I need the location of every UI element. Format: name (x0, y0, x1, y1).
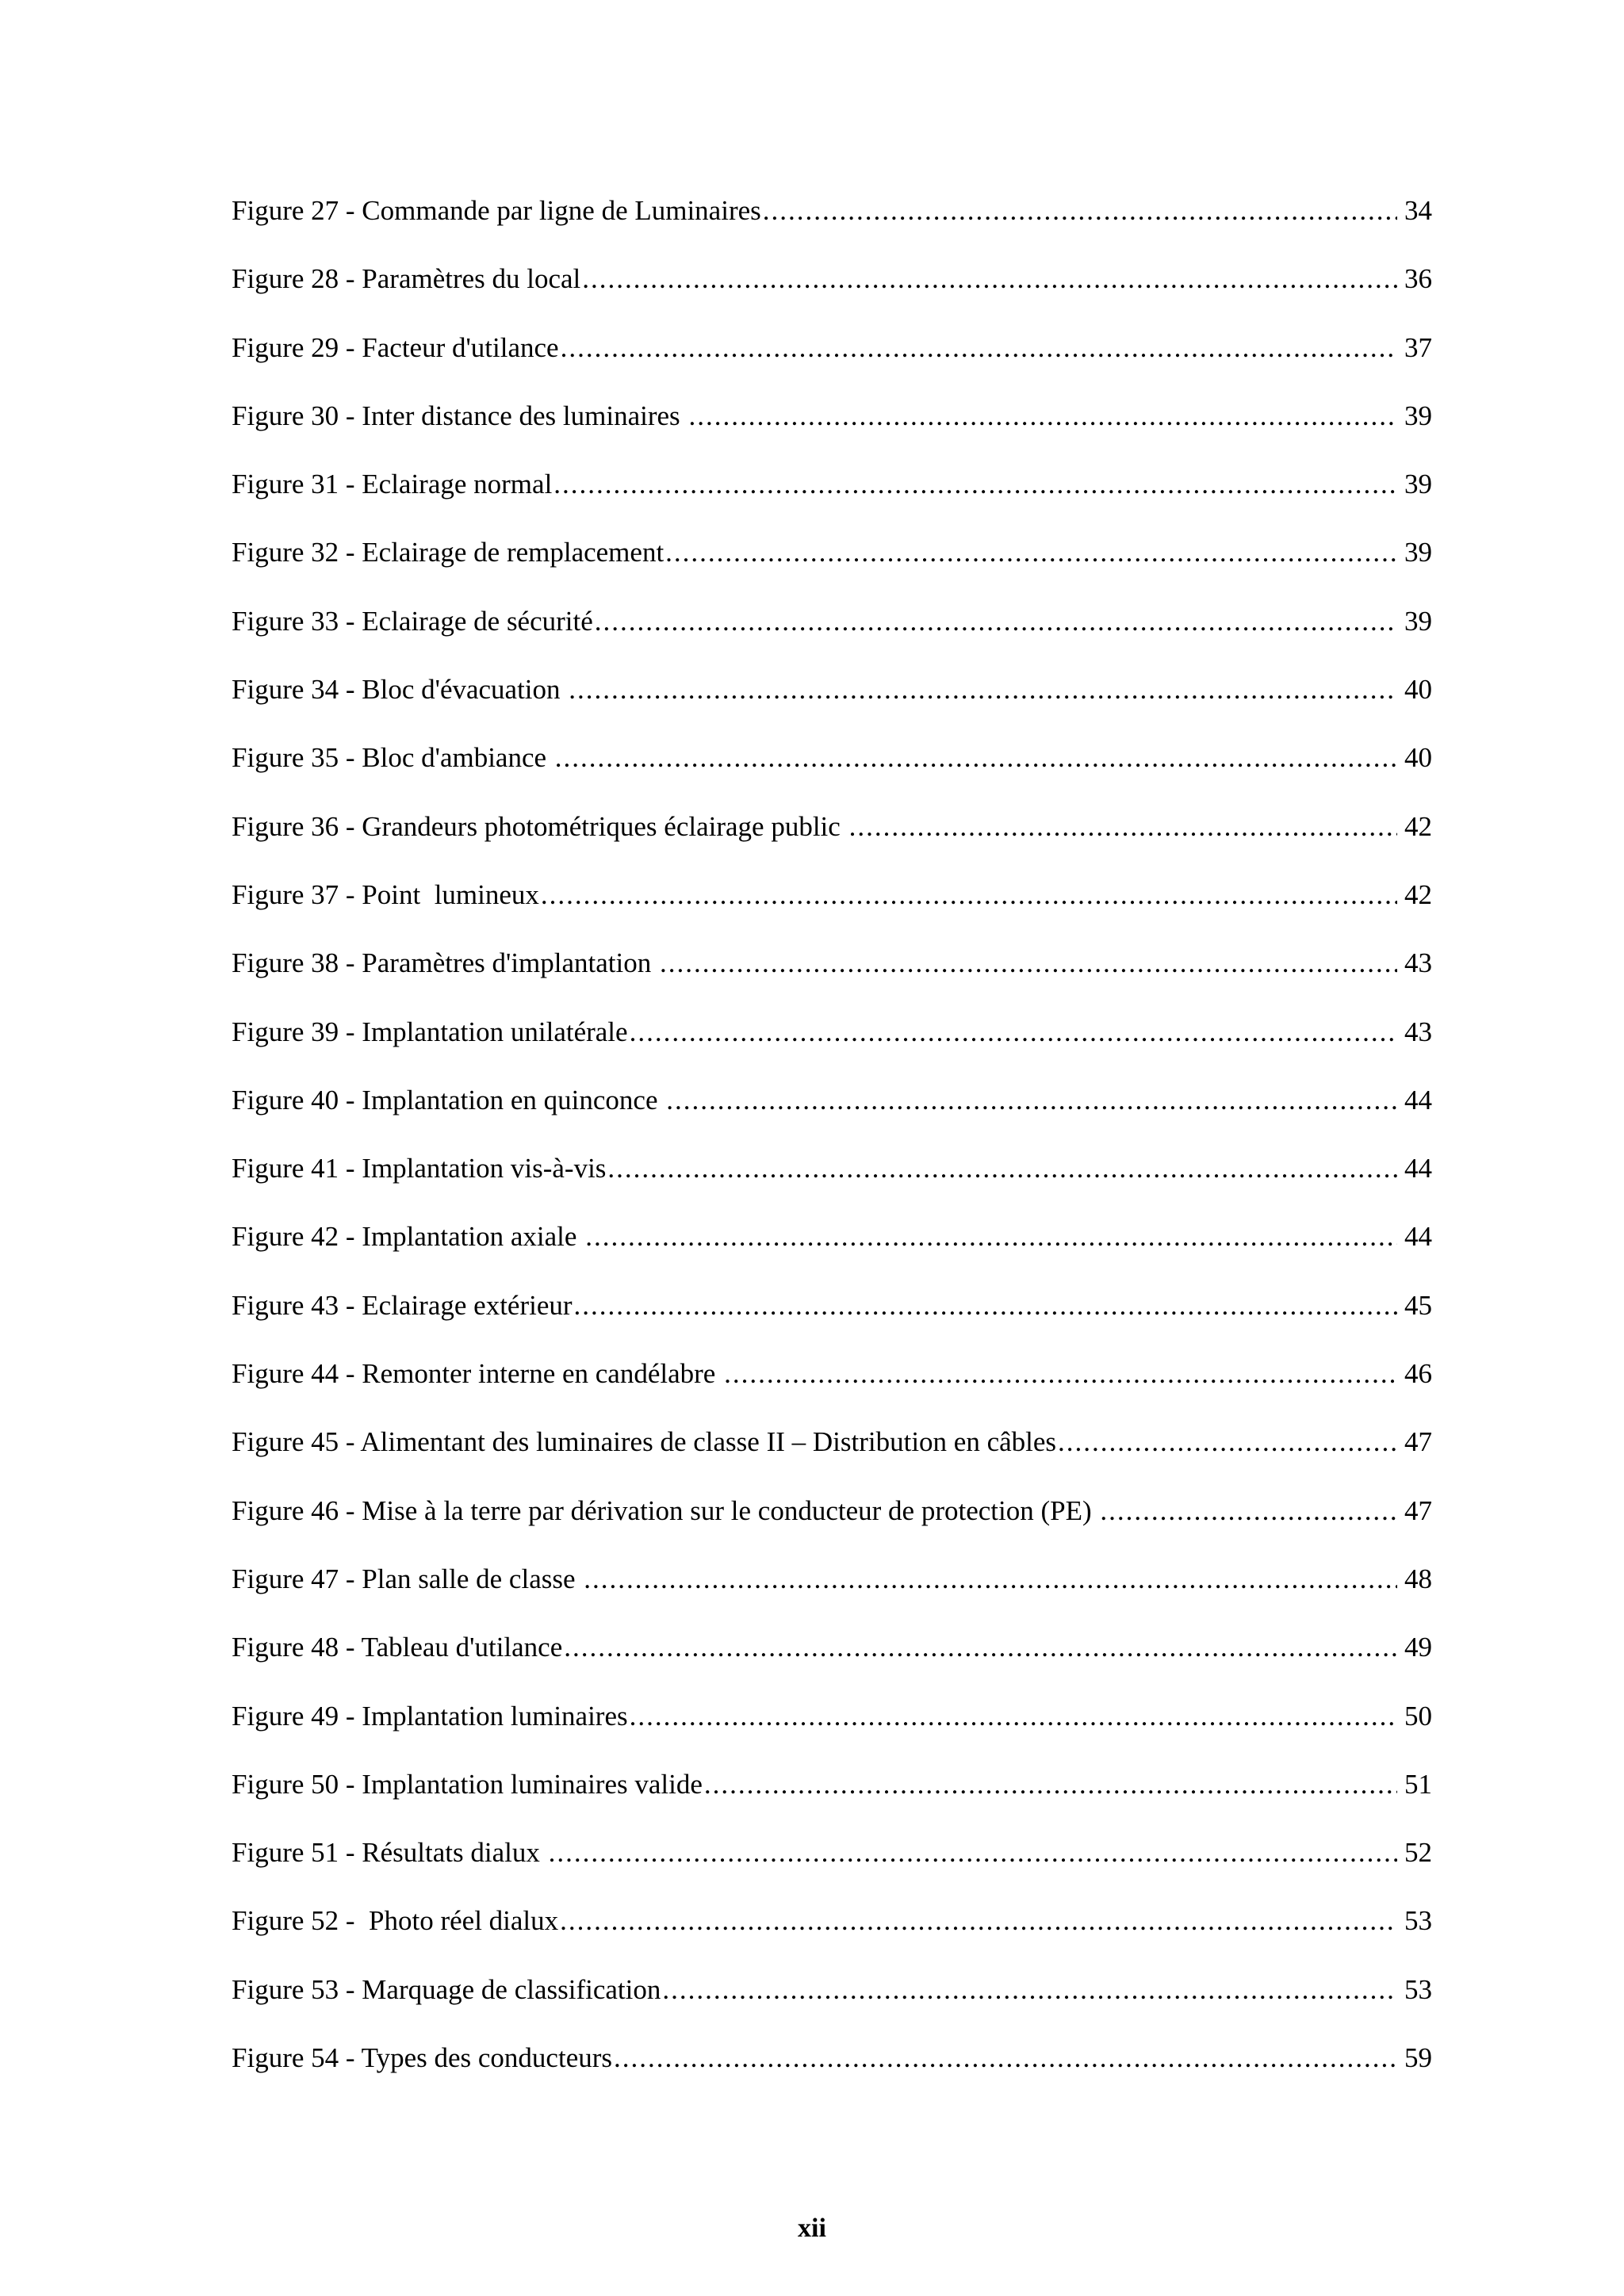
toc-entry-label: Figure 44 - Remonter interne en candélabre (232, 1358, 723, 1390)
toc-leader-dots (564, 1624, 1397, 1671)
toc-entry-page: 53 (1404, 1905, 1432, 1937)
toc-leader-dots (574, 1282, 1397, 1330)
toc-entry (232, 871, 1432, 939)
toc-entry-page: 49 (1404, 1632, 1432, 1663)
toc-entry-page: 47 (1404, 1494, 1432, 1526)
toc-entry-label: Figure 28 - Paramètres du local (232, 263, 581, 295)
toc-entry-label: Figure 33 - Eclairage de sécurité (232, 605, 593, 637)
toc-entry-label: Figure 45 - Alimentant des luminaires de classe II – Distribution en câbles (232, 1426, 1057, 1458)
toc-entry-label: Figure 46 - Mise à la terre par dérivation sur le conducteur de protection (PE) (232, 1494, 1099, 1526)
toc-leader-dots (724, 1350, 1397, 1398)
toc-leader-dots (704, 1761, 1397, 1808)
toc-entry (232, 939, 1432, 1008)
toc-entry-label: Figure 42 - Implantation axiale (232, 1221, 584, 1253)
toc-leader-dots (555, 734, 1397, 782)
toc-entry (232, 1008, 1432, 1077)
toc-entry-label: Figure 54 - Types des conducteurs (232, 2042, 613, 2074)
toc-entry-page: 50 (1404, 1700, 1432, 1732)
toc-entry-page: 40 (1404, 674, 1432, 706)
toc-entry-page: 48 (1404, 1563, 1432, 1594)
toc-entry (232, 1282, 1432, 1350)
toc-entry-label: Figure 41 - Implantation vis-à-vis (232, 1153, 607, 1184)
toc-leader-dots (1058, 1418, 1397, 1466)
toc-entry (232, 2034, 1432, 2103)
toc-entry-label: Figure 32 - Eclairage de remplacement (232, 537, 665, 568)
toc-entry-page: 44 (1404, 1084, 1432, 1115)
toc-entry-page: 59 (1404, 2042, 1432, 2074)
toc-entry-page: 40 (1404, 742, 1432, 774)
toc-entry (232, 187, 1432, 255)
toc-leader-dots (665, 529, 1397, 576)
toc-entry-page: 44 (1404, 1221, 1432, 1253)
toc-leader-dots (614, 2034, 1397, 2082)
toc-entry (232, 1350, 1432, 1418)
toc-leader-dots (662, 1966, 1397, 2014)
toc-leader-dots (607, 1145, 1397, 1192)
toc-entry-page: 47 (1404, 1426, 1432, 1458)
toc-entry (232, 1693, 1432, 1761)
toc-entry (232, 1213, 1432, 1281)
toc-leader-dots (549, 1829, 1397, 1877)
toc-entry-label: Figure 47 - Plan salle de classe (232, 1563, 583, 1594)
toc-leader-dots (630, 1693, 1397, 1740)
toc-entry-label: Figure 50 - Implantation luminaires valide (232, 1768, 703, 1800)
toc-entry (232, 529, 1432, 597)
toc-entry (232, 1487, 1432, 1556)
toc-entry-page: 34 (1404, 195, 1432, 226)
toc-entry-label: Figure 34 - Bloc d'évacuation (232, 674, 568, 706)
toc-leader-dots (849, 803, 1397, 851)
toc-entry-label: Figure 30 - Inter distance des luminaires (232, 400, 688, 431)
toc-entry (232, 1556, 1432, 1624)
toc-entry-page: 42 (1404, 810, 1432, 842)
toc-leader-dots (585, 1213, 1397, 1261)
toc-entry-page: 39 (1404, 605, 1432, 637)
toc-entry-label: Figure 38 - Paramètres d'implantation (232, 947, 658, 979)
toc-entry-label: Figure 43 - Eclairage extérieur (232, 1289, 573, 1321)
list-of-figures (232, 187, 1432, 2103)
toc-entry-page: 39 (1404, 469, 1432, 500)
toc-leader-dots (582, 255, 1397, 303)
toc-entry-label: Figure 29 - Facteur d'utilance (232, 331, 559, 363)
toc-entry-label: Figure 49 - Implantation luminaires (232, 1700, 628, 1732)
toc-entry-label: Figure 36 - Grandeurs photométriques éclairage public (232, 810, 848, 842)
toc-entry-page: 39 (1404, 400, 1432, 431)
toc-entry-label: Figure 35 - Bloc d'ambiance (232, 742, 553, 774)
toc-leader-dots (541, 871, 1397, 919)
toc-entry-label: Figure 52 - Photo réel dialux (232, 1905, 559, 1937)
toc-entry (232, 666, 1432, 734)
toc-entry-label: Figure 53 - Marquage de classification (232, 1973, 661, 2005)
toc-entry-page: 46 (1404, 1358, 1432, 1390)
toc-entry-page: 36 (1404, 263, 1432, 295)
toc-entry (232, 1418, 1432, 1487)
toc-entry-page: 37 (1404, 331, 1432, 363)
toc-entry-page: 43 (1404, 947, 1432, 979)
toc-entry (232, 1966, 1432, 2034)
toc-leader-dots (561, 324, 1397, 372)
toc-entry-page: 44 (1404, 1153, 1432, 1184)
toc-leader-dots (560, 1897, 1397, 1945)
toc-entry (232, 461, 1432, 529)
toc-entry (232, 734, 1432, 802)
toc-entry-label: Figure 27 - Commande par ligne de Luminaires (232, 195, 761, 226)
toc-leader-dots (630, 1008, 1397, 1056)
toc-leader-dots (553, 461, 1397, 508)
toc-leader-dots (569, 666, 1397, 714)
toc-leader-dots (688, 392, 1397, 440)
toc-entry-page: 39 (1404, 537, 1432, 568)
toc-entry-label: Figure 51 - Résultats dialux (232, 1837, 547, 1869)
toc-entry-page: 42 (1404, 878, 1432, 910)
toc-entry (232, 1145, 1432, 1213)
toc-entry (232, 1761, 1432, 1829)
toc-entry-page: 45 (1404, 1289, 1432, 1321)
toc-entry-label: Figure 31 - Eclairage normal (232, 469, 553, 500)
toc-leader-dots (584, 1556, 1397, 1603)
toc-entry-page: 51 (1404, 1768, 1432, 1800)
toc-entry-label: Figure 40 - Implantation en quinconce (232, 1084, 665, 1115)
toc-entry (232, 324, 1432, 392)
toc-entry (232, 803, 1432, 871)
toc-entry (232, 1897, 1432, 1965)
toc-entry-label: Figure 48 - Tableau d'utilance (232, 1632, 563, 1663)
toc-entry-label: Figure 37 - Point lumineux (232, 878, 539, 910)
toc-leader-dots (1100, 1487, 1397, 1535)
toc-entry-page: 52 (1404, 1837, 1432, 1869)
page-number: xii (798, 2214, 826, 2243)
toc-leader-dots (666, 1077, 1397, 1124)
toc-entry-page: 43 (1404, 1016, 1432, 1047)
toc-entry (232, 1829, 1432, 1897)
toc-entry (232, 392, 1432, 461)
toc-leader-dots (660, 939, 1397, 987)
toc-entry-label: Figure 39 - Implantation unilatérale (232, 1016, 628, 1047)
toc-entry (232, 598, 1432, 666)
toc-entry (232, 255, 1432, 323)
toc-entry (232, 1077, 1432, 1145)
toc-leader-dots (595, 598, 1397, 645)
toc-entry (232, 1624, 1432, 1692)
toc-entry-page: 53 (1404, 1973, 1432, 2005)
toc-leader-dots (763, 187, 1397, 235)
